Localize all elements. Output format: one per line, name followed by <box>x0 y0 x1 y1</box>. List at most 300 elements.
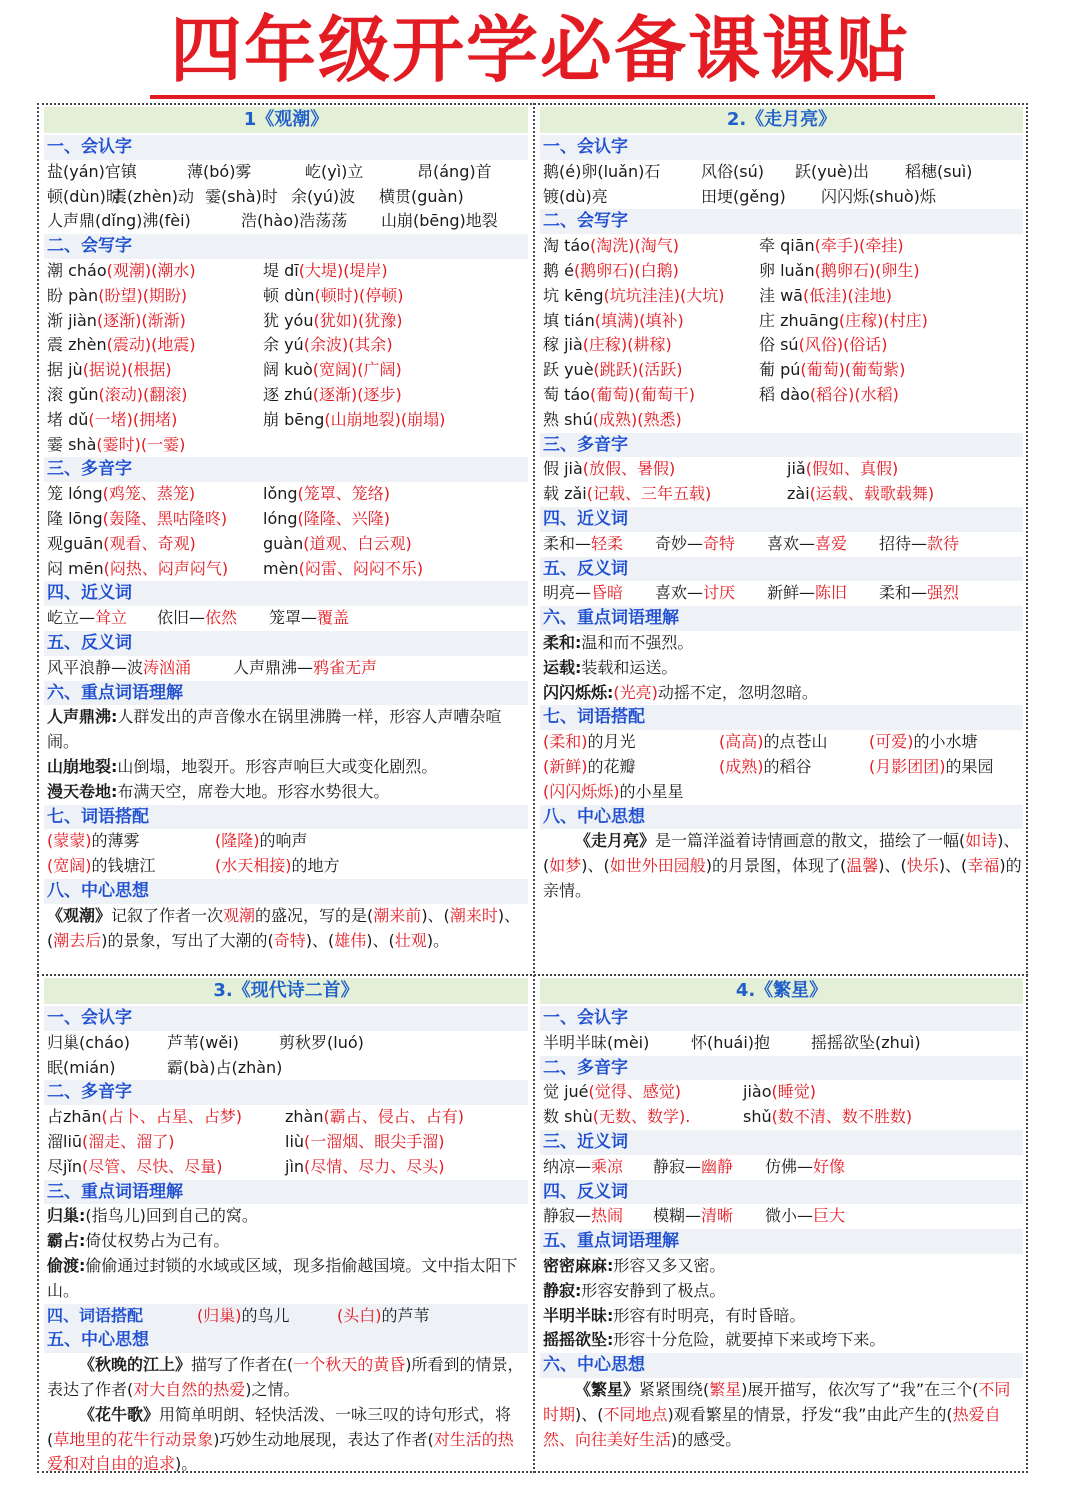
word-char: 庄 zhuāng <box>759 310 839 330</box>
word-examples: (稻谷)(水稻) <box>809 384 899 404</box>
word: 微小— <box>765 1206 814 1226</box>
char-item: 摇摇欲坠(zhuì) <box>811 1032 921 1052</box>
definition <box>540 656 1023 681</box>
definition <box>540 1254 1023 1279</box>
term: 运载: <box>543 657 582 677</box>
char-item: 薄(bó)雾 <box>187 161 252 181</box>
collocation-row <box>540 780 1023 805</box>
word: 静寂— <box>653 1156 702 1176</box>
polyphone-row <box>44 1105 528 1130</box>
modifier: (隆隆) <box>215 831 260 851</box>
word-examples: (笼罩、笼络) <box>297 484 391 504</box>
polyphone-row <box>540 1105 1023 1130</box>
char-item: 屹(yì)立 <box>305 161 364 181</box>
term: 静寂: <box>543 1280 582 1300</box>
char-item: 人声鼎(dǐng)沸(fèi) <box>47 211 191 231</box>
central-idea <box>44 1403 528 1477</box>
highlight-text: 繁星 <box>709 1379 742 1399</box>
collocation-row <box>540 730 1023 755</box>
reading: 尽jǐn <box>47 1156 83 1176</box>
meaning: 形容有时明亮，有时昏暗。 <box>613 1305 806 1325</box>
body-text: )之情。 <box>245 1379 300 1399</box>
noun: 的小星星 <box>619 781 684 801</box>
section-heading: 五、中心思想 <box>44 1328 528 1353</box>
noun: 的花瓣 <box>587 756 636 776</box>
definition <box>540 681 1023 706</box>
antonym-row <box>540 1204 1023 1229</box>
word-examples: (滚动)(翻滚) <box>98 384 188 404</box>
write-row <box>540 408 1023 433</box>
antonym: 陈旧 <box>815 583 848 603</box>
antonym: 清晰 <box>701 1206 734 1226</box>
word: 屹立— <box>47 608 96 628</box>
noun: 的果园 <box>945 756 994 776</box>
word: 人声鼎沸— <box>233 657 314 677</box>
meaning: 布满天空，席卷大地。形容水势很大。 <box>117 781 390 801</box>
word-char: 堤 dī <box>263 260 299 280</box>
polyphone-row <box>540 482 1023 507</box>
word-examples: (观看、奇观) <box>103 533 196 553</box>
char-item: 横贯(guàn) <box>379 186 464 206</box>
body-text: )、( <box>366 930 395 950</box>
body-text: 《秋晚的江上》 <box>79 1355 192 1375</box>
section-heading: 一、会认字 <box>44 135 528 160</box>
write-row <box>540 309 1023 334</box>
word-char: 跃 yuè <box>543 360 594 380</box>
antonym-row <box>540 581 1023 606</box>
reading: jiǎ <box>787 459 806 479</box>
section-heading: 四、反义词 <box>540 1180 1023 1205</box>
body-text: 《花牛歌》 <box>79 1404 160 1424</box>
definition <box>44 1204 528 1229</box>
word-char: 据 jù <box>47 360 83 380</box>
term: 摇摇欲坠: <box>543 1330 614 1350</box>
reading: guàn <box>263 533 304 553</box>
word-examples: (逐渐)(渐渐) <box>96 310 186 330</box>
section-heading: 三、近义词 <box>540 1130 1023 1155</box>
word-char: 潮 cháo <box>47 260 107 280</box>
reading: 数 shù <box>543 1107 593 1127</box>
synonym-row <box>44 606 528 631</box>
word-examples: (鸡笼、蒸笼) <box>102 484 196 504</box>
highlight-text: 观潮 <box>223 905 256 925</box>
word-char: 熟 shú <box>543 409 593 429</box>
modifier: (柔和) <box>543 732 588 752</box>
char-row <box>44 160 528 185</box>
word-examples: (闷热、闷声闷气) <box>103 558 229 578</box>
section-heading: 五、反义词 <box>540 557 1023 582</box>
word-examples: (葡萄)(葡萄紫) <box>800 360 906 380</box>
body-text: )的亲情。 <box>543 856 1022 900</box>
body-text: )所看到的情景，表达了作者( <box>47 1355 524 1399</box>
definition <box>44 1229 528 1254</box>
section-heading: 六、中心思想 <box>540 1353 1023 1378</box>
antonym: 涛汹涌 <box>143 657 192 677</box>
char-item: 震(zhèn)动 <box>111 186 195 206</box>
polyphone-row <box>44 557 528 582</box>
synonym: 乘凉 <box>591 1156 624 1176</box>
char-item: 浩(hào)浩荡荡 <box>241 211 348 231</box>
highlight-text: 潮来前 <box>373 905 422 925</box>
char-row <box>44 185 528 210</box>
word-char: 牵 qiān <box>759 236 815 256</box>
term: 霸占: <box>47 1231 86 1251</box>
word-char: 犹 yóu <box>263 310 314 330</box>
reading: jìn <box>285 1156 305 1176</box>
body-text: 记叙了作者一次 <box>111 905 224 925</box>
reading: 闷 mēn <box>47 558 104 578</box>
write-row <box>44 259 528 284</box>
word-examples: (记载、三年五载) <box>586 484 712 504</box>
collocation-row <box>44 829 528 854</box>
collocation-row <box>540 755 1023 780</box>
lesson-title: 2.《走月亮》 <box>540 107 1023 133</box>
char-item: 霎(shà)时 <box>205 186 278 206</box>
polyphone-row <box>540 457 1023 482</box>
highlight-text: 潮去后 <box>53 930 102 950</box>
word: 笼罩— <box>269 608 318 628</box>
antonym: 鸦雀无声 <box>313 657 378 677</box>
write-row <box>44 284 528 309</box>
word-examples: (觉得、感觉) <box>588 1082 682 1102</box>
char-item: 芦苇(wěi) <box>167 1032 239 1052</box>
word-char: 堵 dǔ <box>47 409 89 429</box>
body-text: )、( <box>878 856 907 876</box>
section-heading: 二、会写字 <box>540 209 1023 234</box>
synonym-row <box>540 1155 1023 1180</box>
central-idea <box>540 1378 1023 1452</box>
polyphone-row <box>44 482 528 507</box>
word-examples: (成熟)(熟悉) <box>592 409 682 429</box>
section-heading: 六、重点词语理解 <box>44 681 528 706</box>
char-item: 跃(yuè)出 <box>795 161 869 181</box>
word-examples: (假如、真假) <box>805 459 899 479</box>
reading: lóng <box>263 508 298 528</box>
section-heading: 八、中心思想 <box>44 879 528 904</box>
lesson-title: 1《观潮》 <box>44 107 528 133</box>
section-heading: 三、多音字 <box>44 457 528 482</box>
highlight-text: 对大自然的热爱 <box>133 1379 246 1399</box>
body-text: )、( <box>575 1404 604 1424</box>
synonym: 耸立 <box>95 608 128 628</box>
antonym: 强烈 <box>927 583 960 603</box>
meaning: 偷偷通过封锁的水域或区域，现多指偷越国境。文中指太阳下山。 <box>47 1255 518 1300</box>
noun: 的月光 <box>587 732 636 752</box>
word-examples: (尽管、尽快、尽量) <box>82 1156 223 1176</box>
body-text: )的景象，写出了大潮的( <box>101 930 274 950</box>
meaning: 形容又多又密。 <box>613 1255 726 1275</box>
body-text: 《繁星》 <box>575 1379 640 1399</box>
word-examples: (坑坑洼洼)(大坑) <box>603 285 725 305</box>
body-text: 描写了作者在( <box>191 1355 294 1375</box>
meaning-highlight: (光亮) <box>613 682 658 702</box>
reading: zài <box>787 484 810 504</box>
char-row <box>44 209 528 234</box>
word-examples: (据说)(根据) <box>82 360 172 380</box>
reading: 载 zǎi <box>543 484 587 504</box>
definition <box>540 1304 1023 1329</box>
highlight-text: 不同时期 <box>543 1379 1011 1424</box>
synonym: 幽静 <box>701 1156 734 1176</box>
word: 依旧— <box>157 608 206 628</box>
word-examples: (葡萄)(葡萄干) <box>589 384 695 404</box>
definition <box>44 780 528 805</box>
noun: 的钱塘江 <box>91 856 156 876</box>
word-examples: (霎时)(一霎) <box>96 434 186 454</box>
section-heading: 五、重点词语理解 <box>540 1229 1023 1254</box>
reading: jiào <box>743 1082 772 1102</box>
char-row <box>540 185 1023 210</box>
word-examples: (隆隆、兴隆) <box>297 508 391 528</box>
section-heading: 二、多音字 <box>540 1056 1023 1081</box>
modifier: (水天相接) <box>215 856 292 876</box>
term: 半明半昧: <box>543 1305 614 1325</box>
section-heading: 一、会认字 <box>44 1006 528 1031</box>
word-examples: (占卜、占星、占梦) <box>101 1107 242 1127</box>
modifier: (高高) <box>719 732 764 752</box>
polyphone-row <box>44 1155 528 1180</box>
word-examples: (鹅卵石)(卵生) <box>814 260 920 280</box>
lesson-title: 4.《繁星》 <box>540 978 1023 1004</box>
synonym: 轻柔 <box>591 533 624 553</box>
char-row <box>44 1056 528 1081</box>
word: 明亮— <box>543 583 592 603</box>
body-text: )、( <box>421 905 450 925</box>
word-examples: (溜走、溜了) <box>82 1131 175 1151</box>
body-text: )、( <box>543 831 1020 876</box>
body-text: )。 <box>426 930 450 950</box>
reading: 笼 lóng <box>47 484 103 504</box>
polyphone-row <box>44 1130 528 1155</box>
word: 纳凉— <box>543 1156 592 1176</box>
meaning: (指鸟儿)回到自己的窝。 <box>85 1206 258 1226</box>
section-heading: 三、多音字 <box>540 433 1023 458</box>
reading: 隆 lōng <box>47 508 103 528</box>
body-text: )的月景图，体现了( <box>705 856 847 876</box>
word-char: 逐 zhú <box>263 384 313 404</box>
reading: mèn <box>263 558 299 578</box>
word-examples: (填满)(填补) <box>594 310 684 330</box>
write-row <box>44 408 528 433</box>
word-char: 霎 shà <box>47 434 97 454</box>
word-char: 淘 táo <box>543 236 590 256</box>
char-item: 稻穗(suì) <box>905 161 973 181</box>
highlight-text: 草地里的花牛行动景象 <box>53 1429 214 1449</box>
char-item: 风俗(sú) <box>701 161 764 181</box>
word-char: 坑 kēng <box>543 285 604 305</box>
write-row <box>540 259 1023 284</box>
antonym: 热闹 <box>591 1206 624 1226</box>
write-row <box>44 333 528 358</box>
reading: 观guān <box>47 533 104 553</box>
term: 闪闪烁烁: <box>543 682 614 702</box>
body-text: )、( <box>581 856 610 876</box>
term: 漫天卷地: <box>47 781 118 801</box>
char-item: 山崩(bēng)地裂 <box>381 211 498 231</box>
meaning: 形容十分危险，就要掉下来或垮下来。 <box>613 1330 886 1350</box>
synonym: 好像 <box>813 1156 846 1176</box>
body-text: )、( <box>938 856 968 876</box>
reading: lǒng <box>263 484 298 504</box>
reading: 觉 jué <box>543 1082 589 1102</box>
body-text: )观看繁星的情景，抒发“我”由此产生的( <box>667 1404 953 1424</box>
page-title: 四年级开学必备课课贴 <box>169 8 910 92</box>
word: 招待— <box>879 533 928 553</box>
section-heading: 一、会认字 <box>540 1006 1023 1031</box>
word-char: 萄 táo <box>543 384 590 404</box>
polyphone-row <box>540 1080 1023 1105</box>
highlight-text: 温馨 <box>846 856 879 876</box>
word: 静寂— <box>543 1206 592 1226</box>
word-examples: (道观、白云观) <box>303 533 412 553</box>
meaning: 倚仗权势占为己有。 <box>85 1231 230 1251</box>
body-text: )展开描写，依次写了“我”在三个( <box>741 1379 979 1399</box>
meaning: 形容安静到了极点。 <box>581 1280 726 1300</box>
word: 风平浪静—波 <box>47 657 144 677</box>
word-examples: (庄稼)(村庄) <box>838 310 928 330</box>
horizontal-divider <box>37 974 1028 976</box>
word: 模糊— <box>653 1206 702 1226</box>
modifier: (月影团团) <box>869 756 946 776</box>
highlight-text: 对生活的热爱和对自由的追求 <box>47 1429 514 1474</box>
char-item: 怀(huái)抱 <box>691 1032 771 1052</box>
char-item: 眠(mián) <box>47 1057 116 1077</box>
word-examples: (一堵)(拥堵) <box>88 409 178 429</box>
word-examples: (庄稼)(耕稼) <box>582 335 672 355</box>
body-text: )、( <box>305 930 335 950</box>
word-char: 顿 dùn <box>263 285 315 305</box>
word-char: 鹅 é <box>543 260 574 280</box>
word: 喜欢— <box>767 533 816 553</box>
modifier: (闪闪烁烁) <box>543 781 620 801</box>
modifier: (归巢) <box>197 1305 242 1325</box>
word-char: 洼 wā <box>759 285 803 305</box>
word: 柔和— <box>879 583 928 603</box>
word-examples: (一溜烟、眼尖手溜) <box>304 1131 445 1151</box>
synonym: 喜爱 <box>815 533 848 553</box>
noun: 的响声 <box>259 831 308 851</box>
word-char: 震 zhèn <box>47 335 107 355</box>
highlight-text: 奇特 <box>273 930 306 950</box>
word-examples: (跳跃)(活跃) <box>593 360 683 380</box>
noun: 的地方 <box>291 856 340 876</box>
char-item: 归巢(cháo) <box>47 1032 131 1052</box>
write-row <box>540 383 1023 408</box>
lesson-1-panel <box>44 107 528 971</box>
char-row <box>44 1031 528 1056</box>
word-examples: (山崩地裂)(崩塌) <box>324 409 446 429</box>
section-heading: 六、重点词语理解 <box>540 606 1023 631</box>
reading: liù <box>285 1131 305 1151</box>
lesson-title: 3.《现代诗二首》 <box>44 978 528 1004</box>
word: 喜欢— <box>655 583 704 603</box>
collocation-row <box>44 854 528 879</box>
synonym: 奇特 <box>703 533 736 553</box>
char-item: 剪秋罗(luó) <box>279 1032 364 1052</box>
word-char: 俗 sú <box>759 335 799 355</box>
word-examples: (大堤)(堤岸) <box>298 260 388 280</box>
noun: 的稻谷 <box>763 756 812 776</box>
meaning: 动摇不定，忽明忽暗。 <box>657 682 818 702</box>
word: 柔和— <box>543 533 592 553</box>
definition <box>540 631 1023 656</box>
definition <box>540 1279 1023 1304</box>
definition <box>44 755 528 780</box>
word-examples: (风俗)(俗话) <box>798 335 888 355</box>
highlight-text: 如诗 <box>965 831 998 851</box>
write-row <box>44 309 528 334</box>
word-char: 葡 pú <box>759 360 801 380</box>
modifier: (宽阔) <box>47 856 92 876</box>
word-examples: (余波)(其余) <box>303 335 393 355</box>
word-examples: (尽情、尽力、尽头) <box>304 1156 445 1176</box>
word-examples: (宽阔)(广阔) <box>312 360 402 380</box>
word-examples: (盼望)(期盼) <box>98 285 188 305</box>
char-item: 昂(áng)首 <box>417 161 492 181</box>
lesson-3-panel <box>44 978 528 1474</box>
reading: shǔ <box>743 1107 772 1127</box>
word: 奇妙— <box>655 533 704 553</box>
antonym: 巨大 <box>813 1206 846 1226</box>
title-underline <box>150 95 935 99</box>
body-text: 的盛况，写的是( <box>255 905 374 925</box>
char-item: 田埂(gěng) <box>701 186 786 206</box>
collocation-row <box>44 1304 528 1329</box>
noun: 的鸟儿 <box>241 1305 290 1325</box>
lesson-4-panel <box>540 978 1023 1470</box>
body-text: 用简单明朗、轻快活泼、一咏三叹的诗句形式，将( <box>47 1404 512 1449</box>
body-text: )巧妙生动地展现，表达了作者( <box>213 1429 434 1449</box>
synonym: 覆盖 <box>317 608 350 628</box>
char-item: 闪闪烁(shuò)烁 <box>821 186 936 206</box>
section-heading: 二、会写字 <box>44 234 528 259</box>
reading: zhàn <box>285 1107 324 1127</box>
section-heading: 八、中心思想 <box>540 805 1023 830</box>
body-text: )的感受。 <box>671 1429 742 1449</box>
char-item: 鹅(é)卵(luǎn)石 <box>543 161 661 181</box>
word-char: 渐 jiàn <box>47 310 97 330</box>
term: 柔和: <box>543 632 582 652</box>
highlight-text: 一个秋天的黄昏 <box>293 1355 406 1375</box>
highlight-text: 幸福 <box>967 856 1000 876</box>
section-heading: 一、会认字 <box>540 135 1023 160</box>
word: 仿佛— <box>765 1156 814 1176</box>
highlight-text: 不同地点 <box>603 1404 668 1424</box>
word-char: 稼 jià <box>543 335 583 355</box>
word: 新鲜— <box>767 583 816 603</box>
reading: 假 jià <box>543 459 583 479</box>
term: 山崩地裂: <box>47 756 118 776</box>
word-examples: (数不清、数不胜数) <box>771 1107 913 1127</box>
term: 偷渡: <box>47 1255 86 1275</box>
highlight-text: 快乐 <box>906 856 939 876</box>
word-char: 填 tián <box>543 310 595 330</box>
word-examples: (无数、数学). <box>592 1107 691 1127</box>
highlight-text: 壮观 <box>394 930 427 950</box>
write-row <box>44 383 528 408</box>
write-row <box>44 358 528 383</box>
section-heading: 三、重点词语理解 <box>44 1180 528 1205</box>
central-idea <box>540 829 1023 903</box>
highlight-text: 潮来时 <box>449 905 498 925</box>
body-text: 是一篇洋溢着诗情画意的散文，描绘了一幅( <box>655 831 966 851</box>
modifier: (蒙蒙) <box>47 831 92 851</box>
word-examples: (顿时)(停顿) <box>314 285 404 305</box>
body-text: 《观潮》 <box>47 905 112 925</box>
word-examples: (观潮)(潮水) <box>106 260 196 280</box>
section-heading: 四、近义词 <box>44 581 528 606</box>
central-idea <box>44 904 528 954</box>
